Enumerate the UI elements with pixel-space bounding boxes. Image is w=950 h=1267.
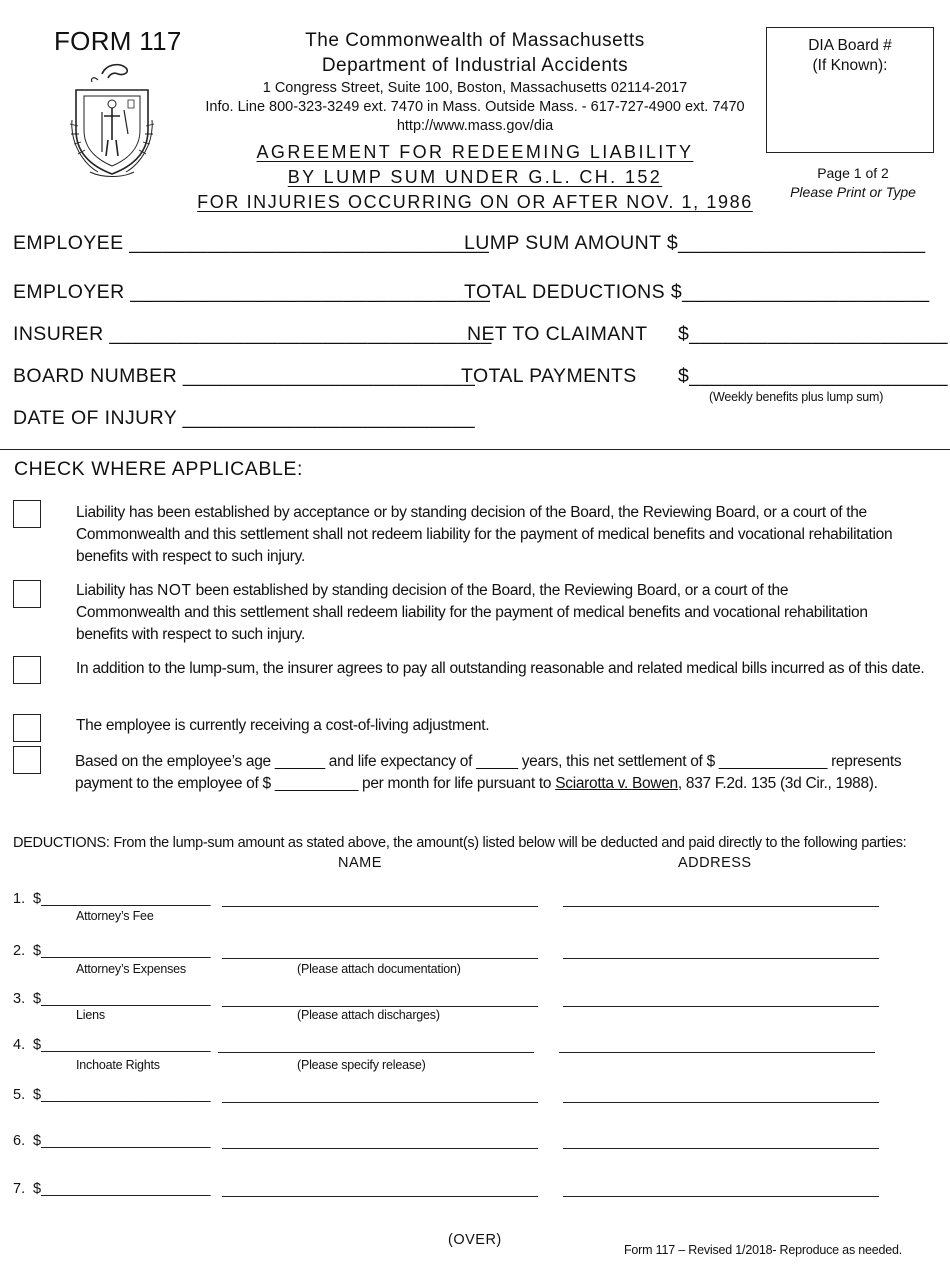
liability-established-text: Liability has been established by acceptance or by standing decision of the Board, the Reviewing Board, or a court of the Commonwealth and this settlement shall not redeem liability for the payment of medical benefits and vocational rehabilitation benefits with respect to such injury. <box>76 504 893 565</box>
total-payments-label: TOTAL PAYMENTS <box>461 365 637 387</box>
deduction-type-label: Attorney’s Fee <box>76 909 154 923</box>
net-to-claimant-field[interactable]: $_______________________ <box>678 323 948 345</box>
deduction-name-field[interactable] <box>222 958 538 959</box>
life-expectancy-text: Based on the employee’s age ______ and life expectancy of _____ years, this net settlement of $ _____________ represents payment to the employee of $ __________ per month for life pursuant to Sciarotta v. Bowen, 837 F.2d. 135 (3d Cir., 1988). <box>75 753 902 792</box>
deduction-note: (Please attach discharges) <box>297 1008 440 1022</box>
deduction-row-number: 6. <box>13 1133 26 1149</box>
deduction-name-field[interactable] <box>222 906 538 907</box>
address-column-header: ADDRESS <box>678 855 752 871</box>
deductions-intro: DEDUCTIONS: From the lump-sum amount as stated above, the amount(s) listed below will be deducted and paid directly to the following parties: <box>13 835 907 851</box>
check-applicable-heading: CHECK WHERE APPLICABLE: <box>14 458 304 480</box>
deduction-amount-field[interactable]: $_____________________ <box>33 1133 211 1149</box>
employee-field[interactable]: EMPLOYEE ________________________________ <box>13 232 490 254</box>
net-to-claimant-label: NET TO CLAIMANT <box>467 323 648 345</box>
form-number: FORM 117 <box>54 26 182 56</box>
deduction-note: (Please attach documentation) <box>297 962 461 976</box>
deduction-type-label: Liens <box>76 1008 105 1022</box>
cost-of-living-text: The employee is currently receiving a cost-of-living adjustment. <box>76 717 490 734</box>
form-revision: Form 117 – Revised 1/2018- Reproduce as needed. <box>624 1243 903 1257</box>
header-website[interactable]: http://www.mass.gov/dia <box>396 118 554 134</box>
checkbox-liability-established[interactable] <box>13 500 41 528</box>
checkbox-liability-not-established[interactable] <box>13 580 41 608</box>
deduction-address-field[interactable] <box>559 1052 875 1053</box>
deduction-address-field[interactable] <box>563 906 879 907</box>
liability-not-established-text: Liability has NOT been established by standing decision of the Board, the Reviewing Board, or a court of the Commonwealth and this settlement shall redeem liability for the payment of medical benefits and vocational rehabilitation benefits with respect to such injury. <box>76 582 868 643</box>
lump-sum-amount-field[interactable]: LUMP SUM AMOUNT $______________________ <box>464 232 926 254</box>
deduction-name-field[interactable] <box>222 1006 538 1007</box>
employer-field[interactable]: EMPLOYER ________________________________ <box>13 281 491 303</box>
deduction-name-field[interactable] <box>222 1196 538 1197</box>
checkbox-life-expectancy[interactable] <box>13 746 41 774</box>
deduction-row-number: 5. <box>13 1087 26 1103</box>
deduction-name-field[interactable] <box>222 1102 538 1103</box>
deduction-row-number: 4. <box>13 1037 26 1053</box>
deduction-address-field[interactable] <box>563 1006 879 1007</box>
dia-board-number-box[interactable] <box>766 27 934 153</box>
deduction-amount-field[interactable]: $_____________________ <box>33 1037 211 1053</box>
deduction-address-field[interactable] <box>563 1148 879 1149</box>
deduction-row-number: 7. <box>13 1181 26 1197</box>
name-column-header: NAME <box>338 855 382 871</box>
date-of-injury-field[interactable]: DATE OF INJURY __________________________ <box>13 407 475 429</box>
deduction-row-number: 1. <box>13 891 26 907</box>
print-instruction: Please Print or Type <box>790 184 916 200</box>
deduction-name-field[interactable] <box>218 1052 534 1053</box>
header-commonwealth: The Commonwealth of Massachusetts <box>305 30 645 51</box>
title-line-1: AGREEMENT FOR REDEEMING LIABILITY <box>256 142 694 162</box>
medical-bills-text: In addition to the lump-sum, the insurer agrees to pay all outstanding reasonable and related medical bills incurred as of this date. <box>76 660 925 677</box>
header-department: Department of Industrial Accidents <box>321 55 629 76</box>
deduction-row-number: 3. <box>13 991 26 1007</box>
deduction-amount-field[interactable]: $_____________________ <box>33 991 211 1007</box>
deduction-amount-field[interactable]: $_____________________ <box>33 891 211 907</box>
over-note: (OVER) <box>448 1232 502 1248</box>
deduction-address-field[interactable] <box>563 958 879 959</box>
section-divider <box>0 449 950 450</box>
deduction-note: (Please specify release) <box>297 1058 426 1072</box>
checkbox-cost-of-living[interactable] <box>13 714 41 742</box>
deduction-amount-field[interactable]: $_____________________ <box>33 1087 211 1103</box>
deduction-type-label: Inchoate Rights <box>76 1058 160 1072</box>
total-deductions-field[interactable]: TOTAL DEDUCTIONS $______________________ <box>464 281 930 303</box>
deduction-address-field[interactable] <box>563 1196 879 1197</box>
title-line-2: BY LUMP SUM UNDER G.L. CH. 152 <box>287 167 663 187</box>
deduction-name-field[interactable] <box>222 1148 538 1149</box>
deduction-address-field[interactable] <box>563 1102 879 1103</box>
deduction-type-label: Attorney’s Expenses <box>76 962 186 976</box>
title-line-3: FOR INJURIES OCCURRING ON OR AFTER NOV. 1, 1986 <box>197 192 753 212</box>
header-info-line: Info. Line 800-323-3249 ext. 7470 in Mass. Outside Mass. - 617-727-4900 ext. 7470 <box>205 99 745 115</box>
board-number-field[interactable]: BOARD NUMBER __________________________ <box>13 365 476 387</box>
deduction-amount-field[interactable]: $_____________________ <box>33 943 211 959</box>
header-address: 1 Congress Street, Suite 100, Boston, Massachusetts 02114-2017 <box>262 80 688 96</box>
page-number: Page 1 of 2 <box>817 165 889 181</box>
total-payments-field[interactable]: $_______________________ <box>678 365 948 387</box>
checkbox-medical-bills[interactable] <box>13 656 41 684</box>
deduction-amount-field[interactable]: $_____________________ <box>33 1181 211 1197</box>
deduction-row-number: 2. <box>13 943 26 959</box>
massachusetts-seal-icon <box>68 60 156 178</box>
insurer-field[interactable]: INSURER __________________________________ <box>13 323 492 345</box>
total-payments-note: (Weekly benefits plus lump sum) <box>709 390 884 404</box>
dia-board-number-label: DIA Board # (If Known): <box>808 37 892 74</box>
